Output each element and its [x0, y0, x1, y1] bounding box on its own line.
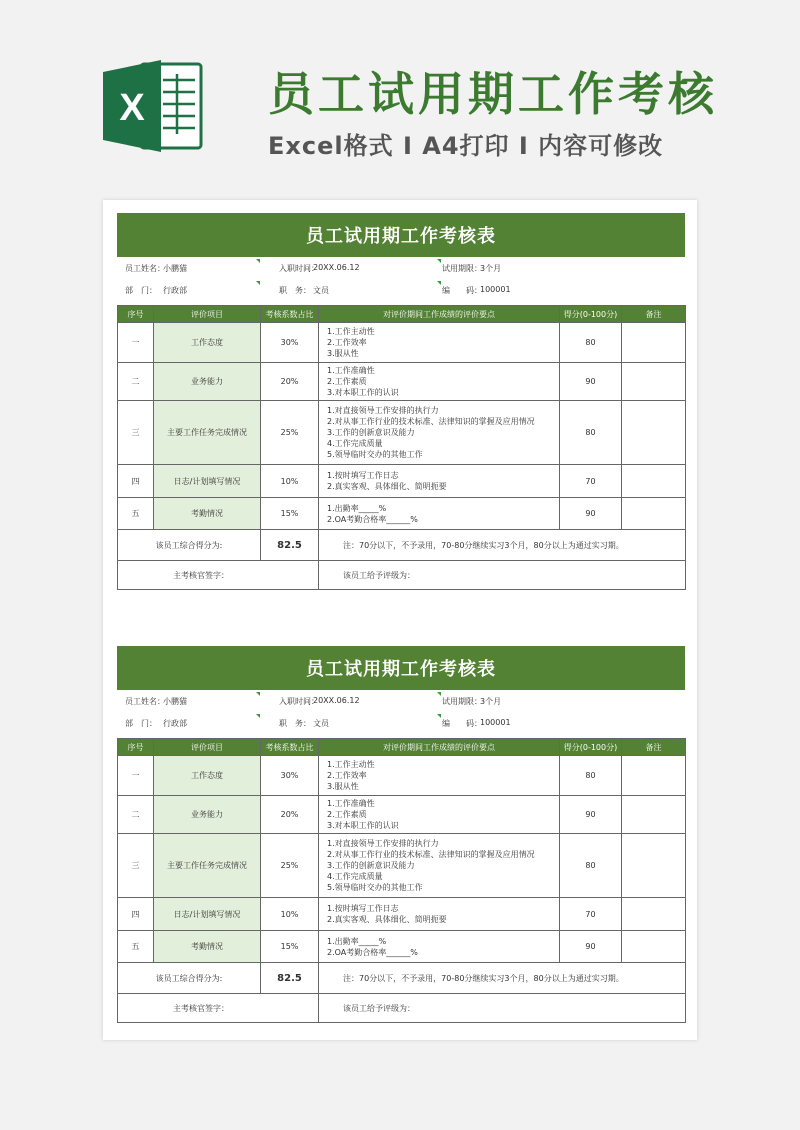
evaluation-points	[319, 323, 560, 363]
evaluation-item: 主要工作任务完成情况	[154, 834, 261, 898]
column-header: 得分(0-100分)	[560, 739, 622, 756]
evaluation-points	[319, 363, 560, 401]
evaluation-point: 5.领导临时交办的其他工作	[327, 450, 423, 459]
period-label: 试用期限：	[442, 264, 482, 273]
summary-row	[118, 530, 686, 561]
table-row	[118, 834, 686, 898]
position-value[interactable]: 文员	[313, 719, 329, 728]
row-number: 三	[118, 401, 154, 465]
page-title: 员工试用期工作考核	[268, 67, 718, 121]
code-value[interactable]: 100001	[480, 285, 511, 294]
row-number: 一	[118, 756, 154, 796]
evaluation-point: 2.对从事工作行业的技术标准、法律知识的掌握及应用情况	[327, 417, 535, 426]
evaluation-point: 3.工作的创新意识及能力	[327, 428, 415, 437]
evaluation-point: 1.工作主动性	[327, 760, 375, 769]
evaluation-point: 2.OA考勤合格率______%	[327, 947, 418, 957]
grade-cell[interactable]	[319, 994, 686, 1023]
score-cell[interactable]: 80	[560, 834, 622, 898]
evaluation-points	[319, 898, 560, 931]
remark-cell[interactable]	[622, 931, 686, 963]
examiner-signature-label: 主考核官签字：	[173, 1003, 229, 1013]
evaluation-point: 2.工作效率	[327, 771, 367, 780]
remark-cell[interactable]	[622, 323, 686, 363]
name-value[interactable]: 小鹏猫	[163, 264, 187, 273]
code-label: 编 码：	[442, 719, 482, 728]
table-row	[118, 323, 686, 363]
evaluation-point: 1.按时填写工作日志	[327, 471, 399, 480]
cell-comment-marker	[437, 259, 441, 263]
table-row	[118, 898, 686, 931]
examiner-signature-label: 主考核官签字：	[173, 570, 229, 580]
evaluation-item: 工作态度	[154, 756, 261, 796]
weight-ratio[interactable]: 10%	[261, 898, 319, 931]
weight-ratio[interactable]: 30%	[261, 756, 319, 796]
summary-label: 该员工综合得分为:	[118, 963, 261, 994]
remark-cell[interactable]	[622, 756, 686, 796]
info-row-2	[117, 712, 685, 734]
evaluation-points	[319, 465, 560, 498]
evaluation-point: 1.对直接领导工作安排的执行力	[327, 839, 439, 848]
evaluation-point: 4.工作完成质量	[327, 872, 383, 881]
evaluation-point: 3.工作的创新意识及能力	[327, 861, 415, 870]
evaluation-point: 3.对本职工作的认识	[327, 388, 399, 397]
summary-note: 注：70分以下，不予录用，70-80分继续实习3个月，80分以上为通过实习期。	[319, 530, 686, 561]
cell-comment-marker	[256, 714, 260, 718]
remark-cell[interactable]	[622, 898, 686, 931]
evaluation-point: 1.对直接领导工作安排的执行力	[327, 406, 439, 415]
table-header-row	[118, 739, 686, 756]
row-number: 五	[118, 931, 154, 963]
row-number: 五	[118, 498, 154, 530]
evaluation-point: 3.服从性	[327, 349, 359, 358]
signature-row	[118, 994, 686, 1023]
table-row	[118, 401, 686, 465]
table-row	[118, 796, 686, 834]
dept-value[interactable]: 行政部	[163, 719, 187, 728]
dept-label: 部 门：	[125, 286, 157, 295]
weight-ratio[interactable]: 30%	[261, 323, 319, 363]
entry-label: 入职时间：	[279, 264, 319, 273]
column-header: 考核系数占比	[261, 739, 319, 756]
cell-comment-marker	[256, 281, 260, 285]
table-row	[118, 465, 686, 498]
assessment-form	[117, 213, 685, 590]
evaluation-point: 1.出勤率_____%	[327, 503, 387, 513]
column-header: 考核系数占比	[261, 306, 319, 323]
cell-comment-marker	[437, 692, 441, 696]
column-header: 对评价期间工作成绩的评价要点	[319, 739, 560, 756]
info-row-2	[117, 279, 685, 301]
evaluation-point: 2.工作效率	[327, 338, 367, 347]
table-row	[118, 363, 686, 401]
cell-comment-marker	[256, 259, 260, 263]
remark-cell[interactable]	[622, 498, 686, 530]
evaluation-item: 主要工作任务完成情况	[154, 401, 261, 465]
logo-letter: X	[119, 87, 145, 129]
evaluation-point: 2.工作素质	[327, 810, 367, 819]
cell-comment-marker	[256, 692, 260, 696]
grade-label: 该员工给予评级为：	[343, 570, 415, 580]
page-subtitle: Excel格式 I A4打印 I 内容可修改	[268, 132, 664, 160]
table-row	[118, 756, 686, 796]
banner	[0, 0, 800, 200]
summary-row	[118, 963, 686, 994]
evaluation-point: 1.出勤率_____%	[327, 936, 387, 946]
total-score[interactable]: 82.5	[261, 963, 319, 994]
table-row	[118, 931, 686, 963]
evaluation-item: 日志/计划填写情况	[154, 465, 261, 498]
score-cell[interactable]: 70	[560, 898, 622, 931]
assessment-table	[117, 305, 686, 590]
column-header: 得分(0-100分)	[560, 306, 622, 323]
evaluation-item: 业务能力	[154, 796, 261, 834]
column-header: 评价项目	[154, 739, 261, 756]
score-cell[interactable]: 80	[560, 323, 622, 363]
evaluation-points	[319, 796, 560, 834]
row-number: 四	[118, 898, 154, 931]
evaluation-point: 2.工作素质	[327, 377, 367, 386]
dept-label: 部 门：	[125, 719, 157, 728]
entry-value[interactable]: 20XX.06.12	[313, 696, 360, 705]
evaluation-item: 业务能力	[154, 363, 261, 401]
column-header: 序号	[118, 306, 154, 323]
weight-ratio[interactable]: 20%	[261, 796, 319, 834]
evaluation-item: 考勤情况	[154, 498, 261, 530]
examiner-signature-cell[interactable]	[118, 994, 319, 1023]
evaluation-points	[319, 834, 560, 898]
score-cell[interactable]: 80	[560, 401, 622, 465]
cell-comment-marker	[437, 714, 441, 718]
assessment-table	[117, 738, 686, 1023]
evaluation-item: 日志/计划填写情况	[154, 898, 261, 931]
position-label: 职 务：	[279, 286, 311, 295]
summary-label: 该员工综合得分为:	[118, 530, 261, 561]
column-header: 序号	[118, 739, 154, 756]
score-cell[interactable]: 90	[560, 931, 622, 963]
evaluation-point: 1.工作准确性	[327, 366, 375, 375]
evaluation-point: 2.OA考勤合格率______%	[327, 514, 418, 524]
evaluation-item: 考勤情况	[154, 931, 261, 963]
evaluation-point: 3.对本职工作的认识	[327, 821, 399, 830]
form-title: 员工试用期工作考核表	[117, 213, 685, 257]
row-number: 二	[118, 796, 154, 834]
summary-note: 注：70分以下，不予录用，70-80分继续实习3个月，80分以上为通过实习期。	[319, 963, 686, 994]
cell-comment-marker	[437, 281, 441, 285]
period-label: 试用期限：	[442, 697, 482, 706]
dept-value[interactable]: 行政部	[163, 286, 187, 295]
evaluation-point: 2.对从事工作行业的技术标准、法律知识的掌握及应用情况	[327, 850, 535, 859]
weight-ratio[interactable]: 15%	[261, 931, 319, 963]
name-value[interactable]: 小鹏猫	[163, 697, 187, 706]
position-label: 职 务：	[279, 719, 311, 728]
grade-cell[interactable]	[319, 561, 686, 590]
evaluation-points	[319, 756, 560, 796]
remark-cell[interactable]	[622, 401, 686, 465]
weight-ratio[interactable]: 25%	[261, 401, 319, 465]
code-label: 编 码：	[442, 286, 482, 295]
row-number: 三	[118, 834, 154, 898]
row-number: 二	[118, 363, 154, 401]
period-value[interactable]: 3个月	[480, 697, 502, 706]
period-value[interactable]: 3个月	[480, 264, 502, 273]
evaluation-points	[319, 498, 560, 530]
evaluation-point: 1.工作主动性	[327, 327, 375, 336]
info-row-1	[117, 257, 685, 279]
total-score[interactable]: 82.5	[261, 530, 319, 561]
name-label: 员工姓名：	[125, 697, 165, 706]
evaluation-item: 工作态度	[154, 323, 261, 363]
score-cell[interactable]: 90	[560, 796, 622, 834]
form-title: 员工试用期工作考核表	[117, 646, 685, 690]
entry-value[interactable]: 20XX.06.12	[313, 263, 360, 272]
remark-cell[interactable]	[622, 796, 686, 834]
weight-ratio[interactable]: 20%	[261, 363, 319, 401]
signature-row	[118, 561, 686, 590]
evaluation-point: 3.服从性	[327, 782, 359, 791]
info-row-1	[117, 690, 685, 712]
evaluation-points	[319, 401, 560, 465]
evaluation-point: 1.按时填写工作日志	[327, 904, 399, 913]
position-value[interactable]: 文员	[313, 286, 329, 295]
code-value[interactable]: 100001	[480, 718, 511, 727]
weight-ratio[interactable]: 25%	[261, 834, 319, 898]
evaluation-point: 2.真实客观、具体细化、简明扼要	[327, 915, 447, 924]
evaluation-point: 2.真实客观、具体细化、简明扼要	[327, 482, 447, 491]
row-number: 一	[118, 323, 154, 363]
weight-ratio[interactable]: 10%	[261, 465, 319, 498]
score-cell[interactable]: 90	[560, 363, 622, 401]
remark-cell[interactable]	[622, 834, 686, 898]
score-cell[interactable]: 90	[560, 498, 622, 530]
examiner-signature-cell[interactable]	[118, 561, 319, 590]
assessment-form	[117, 646, 685, 1023]
grade-label: 该员工给予评级为：	[343, 1003, 415, 1013]
table-header-row	[118, 306, 686, 323]
column-header: 对评价期间工作成绩的评价要点	[319, 306, 560, 323]
column-header: 备注	[622, 739, 686, 756]
column-header: 备注	[622, 306, 686, 323]
remark-cell[interactable]	[622, 465, 686, 498]
column-header: 评价项目	[154, 306, 261, 323]
row-number: 四	[118, 465, 154, 498]
entry-label: 入职时间：	[279, 697, 319, 706]
score-cell[interactable]: 70	[560, 465, 622, 498]
score-cell[interactable]: 80	[560, 756, 622, 796]
name-label: 员工姓名：	[125, 264, 165, 273]
evaluation-point: 4.工作完成质量	[327, 439, 383, 448]
remark-cell[interactable]	[622, 363, 686, 401]
evaluation-point: 5.领导临时交办的其他工作	[327, 883, 423, 892]
excel-icon	[103, 58, 203, 154]
evaluation-point: 1.工作准确性	[327, 799, 375, 808]
evaluation-points	[319, 931, 560, 963]
table-row	[118, 498, 686, 530]
weight-ratio[interactable]: 15%	[261, 498, 319, 530]
